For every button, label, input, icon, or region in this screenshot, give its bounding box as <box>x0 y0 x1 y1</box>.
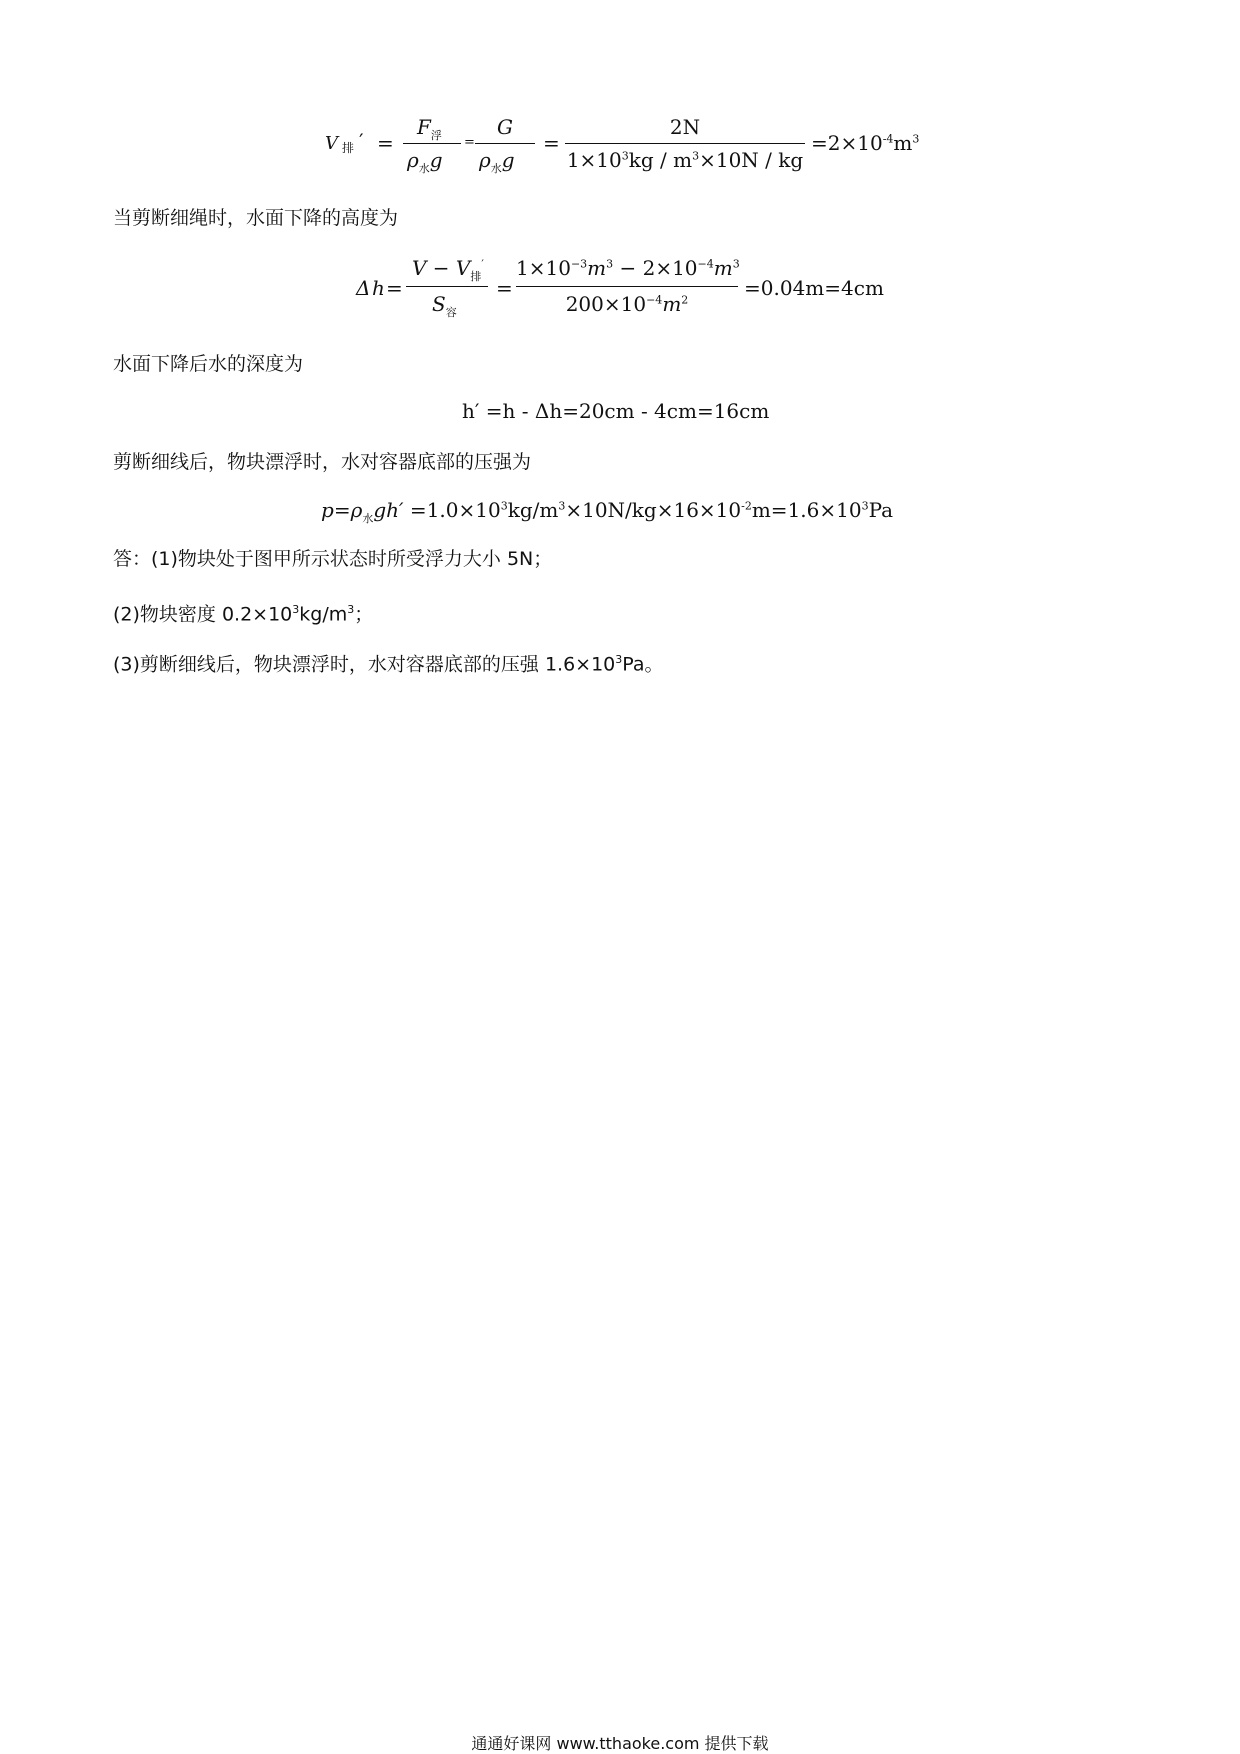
answer-2-sup1: 3 <box>292 603 300 616</box>
eq2-num-sup: ′ <box>481 257 484 271</box>
equation-pressure <box>321 498 893 526</box>
answer-2-sup2: 3 <box>347 603 355 616</box>
eq2-num2-b: − 2×10 <box>613 256 698 280</box>
eq2-num: V − V <box>412 256 471 280</box>
eq1-f2-den-sub: 水 <box>490 162 502 175</box>
eq2-den2-unit: m <box>662 292 682 316</box>
eq2-num2-b-sup: −4 <box>697 257 714 271</box>
answer-1: 答：(1)物块处于图甲所示状态时所受浮力大小 5N； <box>113 548 553 570</box>
eq2-num2-a-unit: m <box>587 256 607 280</box>
eq4-rest5: Pa <box>868 498 894 522</box>
answer-2-c: ； <box>354 603 374 626</box>
text-pressure-intro: 剪断细线后，物块漂浮时，水对容器底部的压强为 <box>113 451 532 473</box>
eq2-h: h <box>372 276 385 300</box>
eq4-sup2: 3 <box>558 499 566 513</box>
eq2-num2-a-sup: −3 <box>570 257 588 271</box>
eq2-num2 <box>516 256 738 280</box>
eq1-f3-num: 2N <box>669 115 701 139</box>
eq1-f2-den-rho: ρ <box>479 148 491 172</box>
text-water-depth-after: 水面下降后水的深度为 <box>113 353 304 375</box>
eq1-lhs-v: V <box>325 133 338 154</box>
eq4-p: p <box>321 498 334 522</box>
eq2-num-sub: 排 <box>470 270 482 283</box>
eq1-f3-bar <box>565 143 805 144</box>
eq1-f2-num: G <box>497 115 513 139</box>
text-water-drop-height: 当剪断细绳时，水面下降的高度为 <box>113 207 399 229</box>
eq2-equals-2: = <box>496 276 513 300</box>
answer-2-a: (2)物块密度 0.2×10 <box>113 603 293 626</box>
eq2-den2 <box>516 292 738 316</box>
eq4-rest3: ×10N/kg×16×10 <box>565 498 742 522</box>
eq1-result-unit-sup: 3 <box>912 132 920 146</box>
eq2-num2-b-unit-sup: 3 <box>732 257 740 271</box>
eq1-result-sup: -4 <box>882 132 894 146</box>
eq2-equals: = <box>386 276 403 300</box>
equation-displaced-volume <box>325 115 935 185</box>
eq4-eq: = <box>333 498 351 522</box>
eq4-rest2: kg/m <box>507 498 559 522</box>
eq1-result-text: =2×10 <box>811 131 883 155</box>
eq1-equals: = <box>377 131 394 155</box>
eq2-num2-a-unit-sup: 3 <box>606 257 614 271</box>
eq1-lhs-sub: 排 <box>342 141 355 155</box>
equation-new-depth: h′ =h - Δh=20cm - 4cm=16cm <box>462 399 770 423</box>
eq1-f1-num-sub: 浮 <box>430 129 442 142</box>
eq4-gh: gh′ <box>373 498 404 522</box>
eq2-result: =0.04m=4cm <box>744 276 884 300</box>
eq2-den2-a: 200×10 <box>565 292 647 316</box>
eq4-sup4: 3 <box>861 499 869 513</box>
answer-2-b: kg/m <box>299 603 348 626</box>
answer-3-b: Pa。 <box>622 653 664 676</box>
eq4-sup3: -2 <box>741 499 752 513</box>
eq2-f2-bar <box>516 286 738 287</box>
eq4-rest1: =1.0×10 <box>403 498 501 522</box>
eq2-den2-sup: −4 <box>646 293 663 307</box>
eq1-f2-den-g: g <box>501 148 515 172</box>
eq4-rho: ρ <box>350 498 363 522</box>
answer-2 <box>113 598 373 626</box>
eq1-equals-small: = <box>464 135 475 150</box>
eq1-equals-2: = <box>543 131 560 155</box>
eq4-rest4: m=1.6×10 <box>751 498 862 522</box>
eq1-f3-den <box>565 148 805 172</box>
equation-height-drop <box>356 256 896 328</box>
eq2-num2-a: 1×10 <box>516 256 571 280</box>
eq1-f2-bar <box>475 143 535 144</box>
eq1-f1-num-f: F <box>417 115 431 139</box>
eq4-sup1: 3 <box>500 499 508 513</box>
eq1-f1-den-g: g <box>429 148 443 172</box>
eq1-f1-den-sub: 水 <box>418 162 430 175</box>
eq1-f3-den-c: ×10N / kg <box>699 148 804 172</box>
eq2-den2-unit-sup: 2 <box>681 293 689 307</box>
answer-3-sup: 3 <box>615 653 623 666</box>
eq1-lhs-prime: ′ <box>359 129 364 153</box>
eq1-f3-den-sup: 3 <box>621 149 629 163</box>
eq2-den-sub: 容 <box>445 306 457 319</box>
eq2-f1-bar <box>406 286 488 287</box>
eq1-f3-den-b: kg / m <box>628 148 693 172</box>
eq2-num2-b-unit: m <box>713 256 733 280</box>
eq1-f3-den-a: 1×10 <box>566 148 622 172</box>
eq1-result-unit: m <box>893 131 913 155</box>
eq1-f3-den-sup2: 3 <box>692 149 700 163</box>
eq1-f1-den-rho: ρ <box>407 148 419 172</box>
eq1-f1-bar <box>403 143 461 144</box>
answer-3-a: (3)剪断细线后，物块漂浮时，水对容器底部的压强 1.6×10 <box>113 653 616 676</box>
page-footer: 通通好课网 www.tthaoke.com 提供下载 <box>471 1734 769 1753</box>
eq4-rho-sub: 水 <box>362 512 374 525</box>
eq2-delta: Δ <box>356 276 371 300</box>
answer-3 <box>113 648 664 676</box>
eq2-den-s: S <box>432 292 446 316</box>
eq1-result <box>811 131 919 155</box>
